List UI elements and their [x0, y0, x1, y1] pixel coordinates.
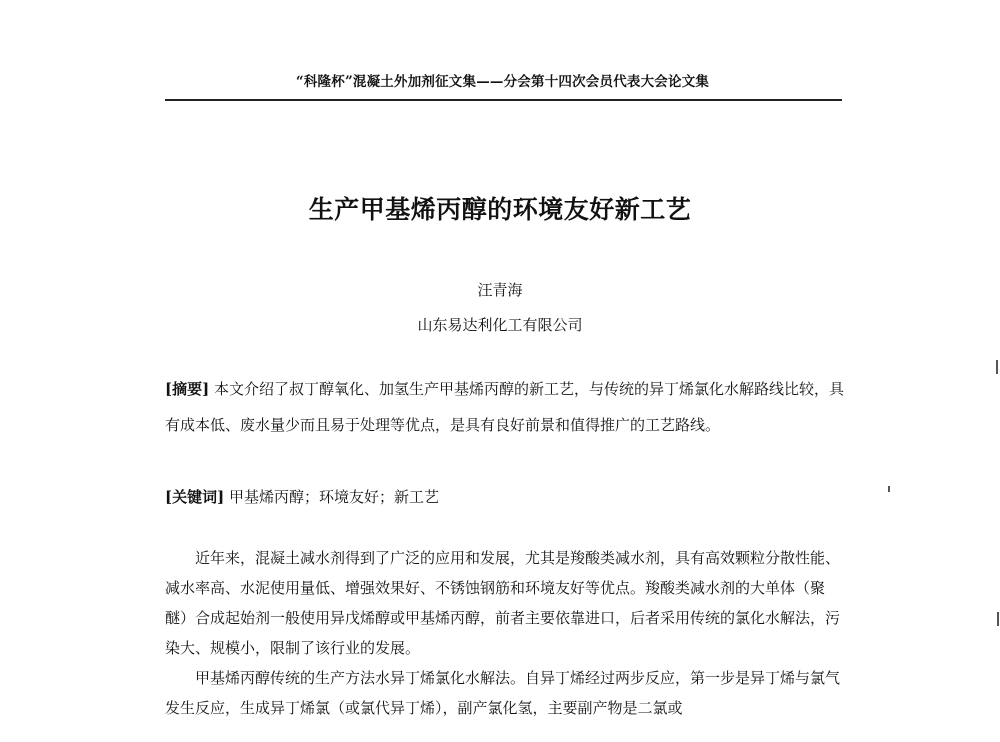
keywords-label: [关键词] [165, 488, 225, 506]
body-text [165, 543, 845, 723]
author-affiliation: 山东易达利化工有限公司 [417, 316, 583, 334]
keywords-text: 甲基烯丙醇；环境友好；新工艺 [228, 488, 439, 506]
author-name: 汪青海 [477, 281, 523, 299]
scan-speck [888, 486, 890, 492]
abstract-label: [摘要] [165, 380, 210, 398]
paper-title: 生产甲基烯丙醇的环境友好新工艺 [308, 195, 692, 224]
running-header: “科隆杯”混凝土外加剂征文集——分会第十四次会员代表大会论文集 [295, 74, 710, 90]
paragraph: 甲基烯丙醇传统的生产方法水异丁烯氯化水解法。自异丁烯经过两步反应，第一步是异丁烯与氯气发生反应，生成异丁烯氯（或氯代异丁烯），副产氯化氢，主要副产物是二氯或 [165, 669, 841, 717]
scan-speck [997, 612, 999, 626]
keywords [165, 479, 845, 515]
header-rule [165, 99, 842, 101]
abstract [165, 371, 845, 443]
abstract-text: 本文介绍了叔丁醇氧化、加氢生产甲基烯丙醇的新工艺，与传统的异丁烯氯化水解路线比较，具有成本低、废水量少而且易于处理等优点，是具有良好前景和值得推广的工艺路线。 [165, 380, 844, 434]
scan-speck [996, 360, 998, 374]
paragraph: 近年来，混凝土减水剂得到了广泛的应用和发展，尤其是羧酸类减水剂，具有高效颗粒分散性能、减水率高、水泥使用量低、增强效果好、不锈蚀钢筋和环境友好等优点。羧酸类减水剂的大单体（聚醚）合成起始剂一般使用异戊烯醇或甲基烯丙醇，前者主要依靠进口，后者采用传统的氯化水解法，污染大、规模小，限制了该行业的发展。 [165, 549, 841, 657]
